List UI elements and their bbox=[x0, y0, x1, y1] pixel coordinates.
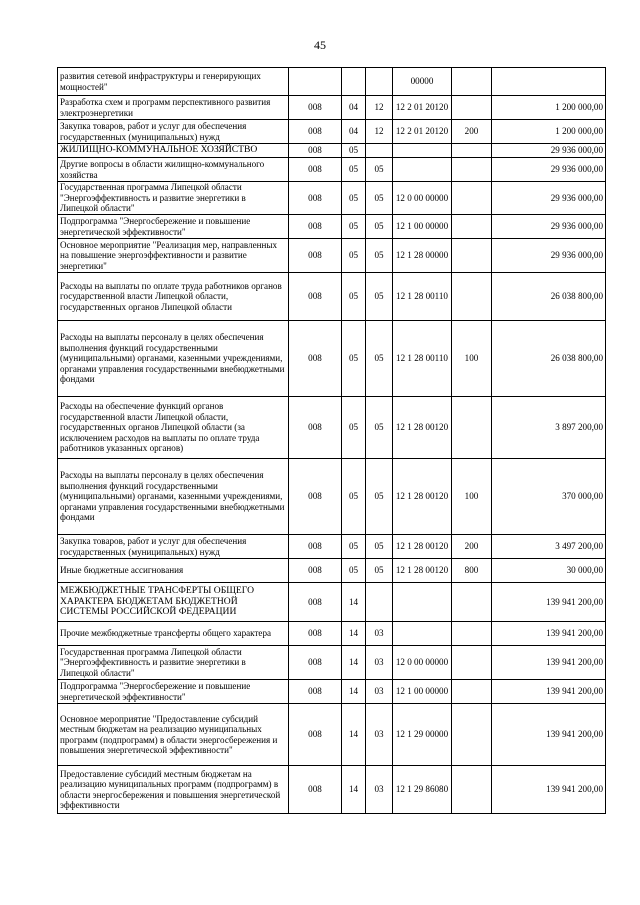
row-name: Государственная программа Липецкой области "Энергоэффективность и развитие энергетики в Липецкой области" bbox=[58, 646, 289, 680]
row-ministry-code: 008 bbox=[289, 646, 342, 680]
row-ministry-code: 008 bbox=[289, 559, 342, 583]
row-subsection-code: 05 bbox=[366, 459, 393, 535]
row-ministry-code: 008 bbox=[289, 182, 342, 215]
row-subsection-code bbox=[366, 144, 393, 158]
row-subsection-code: 03 bbox=[366, 766, 393, 814]
row-subsection-code: 05 bbox=[366, 182, 393, 215]
row-ministry-code: 008 bbox=[289, 622, 342, 646]
row-target-article: 12 0 00 00000 bbox=[393, 646, 452, 680]
row-section-code: 05 bbox=[342, 144, 366, 158]
row-expense-type bbox=[452, 68, 492, 96]
row-amount bbox=[492, 68, 606, 96]
row-ministry-code: 008 bbox=[289, 96, 342, 120]
row-ministry-code: 008 bbox=[289, 459, 342, 535]
row-amount: 29 936 000,00 bbox=[492, 182, 606, 215]
table-row bbox=[58, 459, 606, 535]
row-amount: 1 200 000,00 bbox=[492, 120, 606, 144]
row-section-code: 04 bbox=[342, 120, 366, 144]
row-name: Другие вопросы в области жилищно-коммунального хозяйства bbox=[58, 158, 289, 182]
row-amount: 139 941 200,00 bbox=[492, 646, 606, 680]
row-section-code: 05 bbox=[342, 215, 366, 239]
row-ministry-code: 008 bbox=[289, 397, 342, 459]
row-expense-type bbox=[452, 239, 492, 273]
row-subsection-code: 05 bbox=[366, 158, 393, 182]
row-ministry-code: 008 bbox=[289, 239, 342, 273]
row-target-article: 12 1 00 00000 bbox=[393, 215, 452, 239]
table-row bbox=[58, 680, 606, 704]
table-row bbox=[58, 96, 606, 120]
row-amount: 29 936 000,00 bbox=[492, 158, 606, 182]
table-row bbox=[58, 535, 606, 559]
row-target-article: 00000 bbox=[393, 68, 452, 96]
table-row bbox=[58, 646, 606, 680]
row-amount: 30 000,00 bbox=[492, 559, 606, 583]
row-name: Государственная программа Липецкой области "Энергоэффективность и развитие энергетики в Липецкой области" bbox=[58, 182, 289, 215]
row-section-code: 14 bbox=[342, 583, 366, 622]
row-target-article: 12 1 28 00120 bbox=[393, 397, 452, 459]
row-name: Иные бюджетные ассигнования bbox=[58, 559, 289, 583]
row-ministry-code: 008 bbox=[289, 680, 342, 704]
row-subsection-code: 05 bbox=[366, 397, 393, 459]
row-target-article: 12 1 28 00110 bbox=[393, 273, 452, 321]
row-amount: 139 941 200,00 bbox=[492, 622, 606, 646]
page-number: 45 bbox=[314, 38, 326, 52]
row-section-code bbox=[342, 68, 366, 96]
row-subsection-code bbox=[366, 68, 393, 96]
row-expense-type bbox=[452, 680, 492, 704]
row-name: Основное мероприятие "Реализация мер, направленных на повышение энергоэффективности и развитие энергетики" bbox=[58, 239, 289, 273]
row-name: Закупка товаров, работ и услуг для обеспечения государственных (муниципальных) нужд bbox=[58, 535, 289, 559]
row-ministry-code: 008 bbox=[289, 766, 342, 814]
row-ministry-code bbox=[289, 68, 342, 96]
row-subsection-code: 12 bbox=[366, 120, 393, 144]
budget-table bbox=[57, 67, 606, 814]
row-name: ЖИЛИЩНО-КОММУНАЛЬНОЕ ХОЗЯЙСТВО bbox=[58, 144, 289, 158]
row-subsection-code: 05 bbox=[366, 273, 393, 321]
table-row bbox=[58, 68, 606, 96]
row-name: развития сетевой инфраструктуры и генерирующих мощностей" bbox=[58, 68, 289, 96]
row-amount: 3 897 200,00 bbox=[492, 397, 606, 459]
table-row bbox=[58, 321, 606, 397]
row-ministry-code: 008 bbox=[289, 273, 342, 321]
row-section-code: 04 bbox=[342, 96, 366, 120]
table-row bbox=[58, 397, 606, 459]
row-subsection-code: 12 bbox=[366, 96, 393, 120]
row-subsection-code: 03 bbox=[366, 704, 393, 766]
table-row bbox=[58, 239, 606, 273]
row-name: Основное мероприятие "Предоставление субсидий местным бюджетам на реализацию муниципальных программ (подпрограмм) в области энергосбережения и повышения энергетической эффективности" bbox=[58, 704, 289, 766]
row-section-code: 14 bbox=[342, 646, 366, 680]
row-expense-type bbox=[452, 622, 492, 646]
row-section-code: 14 bbox=[342, 622, 366, 646]
table-body bbox=[58, 68, 606, 814]
row-section-code: 05 bbox=[342, 459, 366, 535]
row-subsection-code: 05 bbox=[366, 321, 393, 397]
table-row bbox=[58, 704, 606, 766]
row-section-code: 14 bbox=[342, 766, 366, 814]
row-section-code: 05 bbox=[342, 397, 366, 459]
row-section-code: 05 bbox=[342, 559, 366, 583]
row-subsection-code: 05 bbox=[366, 559, 393, 583]
row-target-article: 12 1 28 00110 bbox=[393, 321, 452, 397]
row-expense-type bbox=[452, 96, 492, 120]
row-target-article: 12 1 28 00120 bbox=[393, 559, 452, 583]
row-name: Расходы на выплаты по оплате труда работников органов государственной власти Липецкой области, государственных органов Липецкой области bbox=[58, 273, 289, 321]
row-expense-type: 100 bbox=[452, 459, 492, 535]
row-section-code: 05 bbox=[342, 273, 366, 321]
row-subsection-code: 05 bbox=[366, 239, 393, 273]
row-name: Прочие межбюджетные трансферты общего характера bbox=[58, 622, 289, 646]
table-row bbox=[58, 559, 606, 583]
row-expense-type: 100 bbox=[452, 321, 492, 397]
row-expense-type: 800 bbox=[452, 559, 492, 583]
table-row bbox=[58, 182, 606, 215]
row-expense-type bbox=[452, 273, 492, 321]
row-amount: 139 941 200,00 bbox=[492, 766, 606, 814]
row-name: Предоставление субсидий местным бюджетам на реализацию муниципальных программ (подпрограмм) в области энергосбережения и повышения энергетической эффективности bbox=[58, 766, 289, 814]
row-amount: 3 497 200,00 bbox=[492, 535, 606, 559]
row-expense-type: 200 bbox=[452, 120, 492, 144]
table-row bbox=[58, 622, 606, 646]
row-subsection-code: 03 bbox=[366, 646, 393, 680]
row-amount: 1 200 000,00 bbox=[492, 96, 606, 120]
table-row bbox=[58, 144, 606, 158]
row-expense-type: 200 bbox=[452, 535, 492, 559]
row-section-code: 05 bbox=[342, 239, 366, 273]
row-name: Подпрограмма "Энергосбережение и повышение энергетической эффективности" bbox=[58, 215, 289, 239]
table-row bbox=[58, 766, 606, 814]
row-subsection-code bbox=[366, 583, 393, 622]
row-subsection-code: 05 bbox=[366, 215, 393, 239]
row-target-article: 12 0 00 00000 bbox=[393, 182, 452, 215]
row-name: Закупка товаров, работ и услуг для обеспечения государственных (муниципальных) нужд bbox=[58, 120, 289, 144]
row-amount: 139 941 200,00 bbox=[492, 704, 606, 766]
row-name: Разработка схем и программ перспективного развития электроэнергетики bbox=[58, 96, 289, 120]
row-target-article: 12 1 29 00000 bbox=[393, 704, 452, 766]
row-section-code: 05 bbox=[342, 321, 366, 397]
row-expense-type bbox=[452, 215, 492, 239]
row-name: Расходы на выплаты персоналу в целях обеспечения выполнения функций государственными (муниципальными) органами, казенными учреждениями, органами управления государственными внебюджетными фондами bbox=[58, 459, 289, 535]
row-section-code: 14 bbox=[342, 704, 366, 766]
row-target-article: 12 1 29 86080 bbox=[393, 766, 452, 814]
row-subsection-code: 03 bbox=[366, 680, 393, 704]
row-target-article: 12 1 28 00000 bbox=[393, 239, 452, 273]
row-amount: 26 038 800,00 bbox=[492, 273, 606, 321]
row-expense-type bbox=[452, 583, 492, 622]
row-target-article: 12 1 28 00120 bbox=[393, 535, 452, 559]
row-target-article: 12 1 28 00120 bbox=[393, 459, 452, 535]
row-expense-type bbox=[452, 397, 492, 459]
table-row bbox=[58, 120, 606, 144]
row-expense-type bbox=[452, 158, 492, 182]
row-ministry-code: 008 bbox=[289, 321, 342, 397]
row-name: Расходы на выплаты персоналу в целях обеспечения выполнения функций государственными (муниципальными) органами, казенными учреждениями, органами управления государственными внебюджетными фондами bbox=[58, 321, 289, 397]
table-row bbox=[58, 273, 606, 321]
row-ministry-code: 008 bbox=[289, 704, 342, 766]
row-amount: 29 936 000,00 bbox=[492, 215, 606, 239]
row-target-article: 12 2 01 20120 bbox=[393, 120, 452, 144]
row-section-code: 05 bbox=[342, 158, 366, 182]
row-target-article bbox=[393, 622, 452, 646]
row-ministry-code: 008 bbox=[289, 120, 342, 144]
row-target-article: 12 1 00 00000 bbox=[393, 680, 452, 704]
row-section-code: 05 bbox=[342, 182, 366, 215]
row-amount: 29 936 000,00 bbox=[492, 144, 606, 158]
row-subsection-code: 05 bbox=[366, 535, 393, 559]
row-expense-type bbox=[452, 646, 492, 680]
row-ministry-code: 008 bbox=[289, 144, 342, 158]
row-name: МЕЖБЮДЖЕТНЫЕ ТРАНСФЕРТЫ ОБЩЕГО ХАРАКТЕРА БЮДЖЕТАМ БЮДЖЕТНОЙ СИСТЕМЫ РОССИЙСКОЙ ФЕДЕРАЦИИ bbox=[58, 583, 289, 622]
row-ministry-code: 008 bbox=[289, 535, 342, 559]
row-expense-type bbox=[452, 766, 492, 814]
row-expense-type bbox=[452, 182, 492, 215]
row-expense-type bbox=[452, 704, 492, 766]
table-row bbox=[58, 158, 606, 182]
row-ministry-code: 008 bbox=[289, 158, 342, 182]
row-section-code: 05 bbox=[342, 535, 366, 559]
row-amount: 26 038 800,00 bbox=[492, 321, 606, 397]
row-expense-type bbox=[452, 144, 492, 158]
table-row bbox=[58, 215, 606, 239]
row-subsection-code: 03 bbox=[366, 622, 393, 646]
table-row bbox=[58, 583, 606, 622]
row-amount: 370 000,00 bbox=[492, 459, 606, 535]
row-amount: 139 941 200,00 bbox=[492, 680, 606, 704]
row-section-code: 14 bbox=[342, 680, 366, 704]
row-target-article bbox=[393, 144, 452, 158]
row-amount: 29 936 000,00 bbox=[492, 239, 606, 273]
row-ministry-code: 008 bbox=[289, 583, 342, 622]
row-target-article: 12 2 01 20120 bbox=[393, 96, 452, 120]
row-ministry-code: 008 bbox=[289, 215, 342, 239]
row-target-article bbox=[393, 158, 452, 182]
row-name: Подпрограмма "Энергосбережение и повышение энергетической эффективности" bbox=[58, 680, 289, 704]
row-target-article bbox=[393, 583, 452, 622]
row-name: Расходы на обеспечение функций органов государственной власти Липецкой области, государственных органов Липецкой области (за исключением расходов на выплаты по оплате труда работников указанных органов) bbox=[58, 397, 289, 459]
row-amount: 139 941 200,00 bbox=[492, 583, 606, 622]
